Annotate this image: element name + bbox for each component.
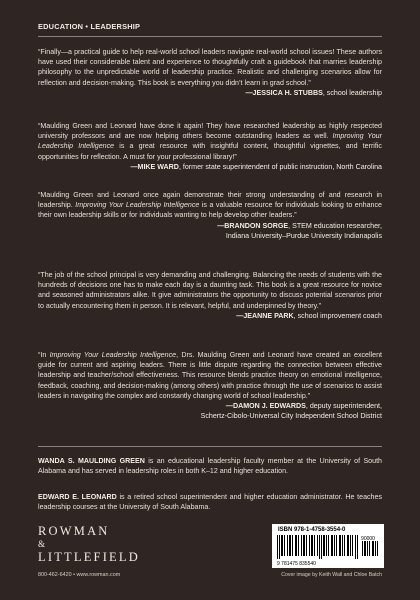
top-divider [38, 36, 382, 37]
book-title: Improving Your Leadership Intelligence [49, 351, 177, 359]
bio-divider [38, 446, 382, 447]
publisher-logo: ROWMAN & LITTLEFIELD [38, 524, 140, 564]
isbn-barcode [272, 524, 384, 568]
author-name: EDWARD E. LEONARD [38, 493, 117, 501]
barcode-digits: 9 781475 835540 [277, 561, 316, 566]
publisher-contact: 800-462-6420 • www.rowman.com [38, 572, 121, 578]
book-title: Improving Your Leadership Intelligence [38, 132, 382, 151]
quote-line: in leadership. Improving Your Leadership Intelligence is a valuable resource for individuals looking [38, 191, 382, 210]
quote-line: “In Improving Your Leadership Intelligence, Drs. Maulding Green and Leonard have created an [38, 351, 351, 359]
quote-line: Improving Your Leadership Intelligence is a great resource with insightful content, thoughtful [38, 132, 382, 151]
quote-line: respected university professors and are now helping others become outstanding leaders as well. [38, 122, 382, 141]
author-bio [38, 456, 382, 476]
quote-line: practice through the use of scenarios to assist leaders in navigating the complex and constantly [38, 381, 382, 400]
quote-attribution: —MIKE WARD, former state superintendent of public instruction, North Carolina [130, 162, 382, 171]
isbn-number: ISBN 978-1-4758-3554-0 [278, 527, 346, 533]
quote-attribution: —JESSICA H. STUBBS, school leadership [245, 88, 382, 97]
quote-line: “Maulding Green and Leonard once again demonstrate their strong understanding of and research [38, 191, 373, 199]
quote-line: vignettes, and terrific opportunities for reflection. A must for your professional library!” [38, 142, 382, 161]
cover-credit: Cover image by Keith Wall and Chloe Batch [281, 572, 382, 578]
quote-line: “The job of the school principal is very demanding and challenging. Balancing the needs of students [38, 271, 355, 279]
quote-line: between effective leadership and teacher/school effectiveness. This resource blends practice [38, 361, 382, 380]
endorsement-quote [38, 190, 382, 241]
quote-line: changing world of school leadership.” [193, 391, 311, 400]
quote-line: learn in grad school.” [244, 78, 311, 87]
quote-line: that marries leadership philosophy to the unpredictable world of leadership practice. Realistic and [38, 58, 383, 77]
author-bio-text: is a retired school superintendent and higher education administrator. He teaches leadership courses at the University of South Alabama. [38, 493, 382, 512]
endorsement-quote [38, 270, 382, 321]
endorsement-quote [38, 121, 382, 172]
quote-line: theory on emotional intelligence, feedback, coaching, and decision-making (among others) with [38, 371, 382, 390]
quote-line: These authors have used their considerable talent and experience to thoughtfully craft a guidebook [38, 48, 383, 67]
author-bio [38, 492, 382, 512]
quote-line: discuss potential scenarios prior to actually encountering them in person. It is relevant, helpful, and [38, 291, 382, 310]
book-title: Improving Your Leadership Intelligence [75, 201, 200, 210]
quote-line: “Maulding Green and Leonard have done it again! They have researched leadership as highly [38, 122, 348, 130]
quote-line: with the hundreds of decisions one has to make each day is a daunting task. This book is a great [38, 271, 382, 290]
quote-line: resource for novice and seasoned administrators alike. It give administrators the opportunity to [38, 281, 382, 300]
quote-line: underpinned by theory.” [246, 301, 322, 310]
quote-line: “Finally—a practical guide to help real-world school leaders navigate real-world school issues! [38, 48, 335, 56]
quote-line: excellent guide for current and aspiring leaders. There is little dispute regarding the connection [38, 351, 382, 370]
author-name: WANDA S. MAULDING GREEN [38, 457, 145, 465]
quote-attribution: —JEANNE PARK, school improvement coach [236, 311, 382, 320]
barcode-icon [276, 535, 380, 566]
author-bio-text: is an educational leadership faculty member at the University of South Alabama and has served in leadership roles in both K–12 and higher education. [38, 457, 382, 476]
quote-line: to enhance their own leadership skills or for individuals wanting to help develop other leaders.” [38, 201, 382, 220]
quote-attribution: —BRANDON SORGE, STEM education researcher, Indiana University–Purdue University Indianapolis [217, 221, 382, 240]
quote-line: challenging scenarios allow for reflection and decision-making. This book is everything you didn’t [38, 68, 382, 87]
endorsement-quote [38, 350, 382, 421]
price-code: 90000 [361, 536, 375, 542]
category-label: EDUCATION • LEADERSHIP [38, 22, 141, 31]
quote-attribution: —DAMON J. EDWARDS, deputy superintendent, Schertz-Cibolo-Universal City Independent School District [200, 402, 382, 421]
endorsement-quote [38, 47, 382, 98]
